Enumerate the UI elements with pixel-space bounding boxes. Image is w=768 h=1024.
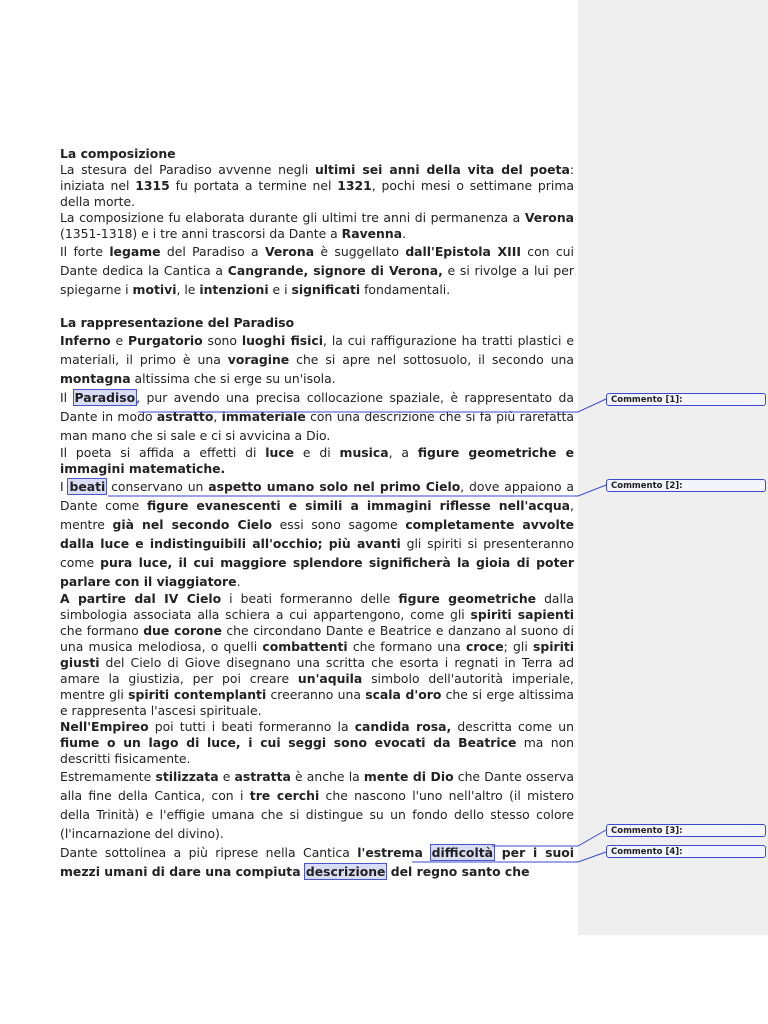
comment-anchor-1[interactable]: Paradiso: [74, 390, 136, 405]
paragraph: Il Paradiso, pur avendo una precisa collocazione spaziale, è rappresentato da Dante in modo astratto, immateriale con una descrizione che si fa più rarefatta man mano che si sale e ci si avvicina a Dio.: [60, 390, 574, 443]
paragraph: Inferno e Purgatorio sono luoghi fisici, la cui raffigurazione ha tratti plastici e materiali, il primo è una voragine che si apre nel sottosuolo, il secondo una montagna altissima che si erge su un'isola.: [60, 333, 574, 386]
comment-3[interactable]: Commento [3]:: [606, 824, 766, 837]
paragraph: I beati conservano un aspetto umano solo nel primo Cielo, dove appaiono a Dante come figure evanescenti e simili a immagini riflesse nell'acqua, mentre già nel secondo Cielo essi sono sagome completamente avvolte dalla luce e indistinguibili all'occhio; più avanti gli spiriti si presenteranno come pura luce, il cui maggiore splendore significherà la gioia di poter parlare con il viaggiatore.: [60, 479, 575, 589]
comment-anchor-2[interactable]: beati: [69, 479, 106, 494]
heading-composizione: La composizione: [60, 146, 176, 161]
paragraph: Il poeta si affida a effetti di luce e di musica, a figure geometriche e immagini matematiche.: [60, 445, 574, 476]
paragraph: A partire dal IV Cielo i beati formeranno delle figure geometriche dalla simbologia associata alla schiera a cui appartengono, come gli spiriti sapienti che formano due corone che circondano Dante e Beatrice e danzano al suono di una musica melodiosa, o quelli combattenti che formano una croce; gli spiriti giusti del Cielo di Giove disegnano una scritta che esorta i regnati in Terra ad amare la giustizia, per poi creare un'aquila simbolo dell'autorità imperiale, mentre gli spiriti contemplanti creeranno una scala d'oro che si erge altissima e rappresenta l'ascesi spirituale.: [60, 591, 575, 718]
paragraph: Nell'Empireo poi tutti i beati formeranno la candida rosa, descritta come un fiume o un lago di luce, i cui seggi sono evocati da Beatrice ma non descritti fisicamente.: [60, 719, 575, 766]
comment-anchor-4[interactable]: descrizione: [305, 864, 386, 879]
paragraph: Dante sottolinea a più riprese nella Cantica l'estrema difficoltà per i suoi mezzi umani di dare una compiuta descrizione del regno santo che: [60, 845, 575, 879]
comment-margin-pane: [578, 0, 768, 935]
paragraph: Estremamente stilizzata e astratta è anche la mente di Dio che Dante osserva alla fine della Cantica, con i tre cerchi che nascono l'uno nell'altro (il mistero della Trinità) e l'effigie umana che si distingue su un fondo dello stesso colore (l'incarnazione del divino).: [60, 769, 574, 841]
comment-2[interactable]: Commento [2]:: [606, 479, 766, 492]
paragraph: La composizione fu elaborata durante gli ultimi tre anni di permanenza a Verona (1351-1318) e i tre anni trascorsi da Dante a Ravenna.: [60, 210, 574, 241]
comment-1[interactable]: Commento [1]:: [606, 393, 766, 406]
comment-4[interactable]: Commento [4]:: [606, 845, 766, 858]
comment-anchor-3[interactable]: difficoltà: [431, 845, 493, 860]
heading-rappresentazione: La rappresentazione del Paradiso: [60, 315, 295, 330]
paragraph: Il forte legame del Paradiso a Verona è suggellato dall'Epistola XIII con cui Dante dedica la Cantica a Cangrande, signore di Verona, e si rivolge a lui per spiegarne i motivi, le intenzioni e i significati fondamentali.: [60, 244, 574, 297]
document-body: [60, 146, 574, 881]
paragraph: La stesura del Paradiso avvenne negli ultimi sei anni della vita del poeta: iniziata nel 1315 fu portata a termine nel 1321, pochi mesi o settimane prima della morte.: [60, 162, 574, 209]
